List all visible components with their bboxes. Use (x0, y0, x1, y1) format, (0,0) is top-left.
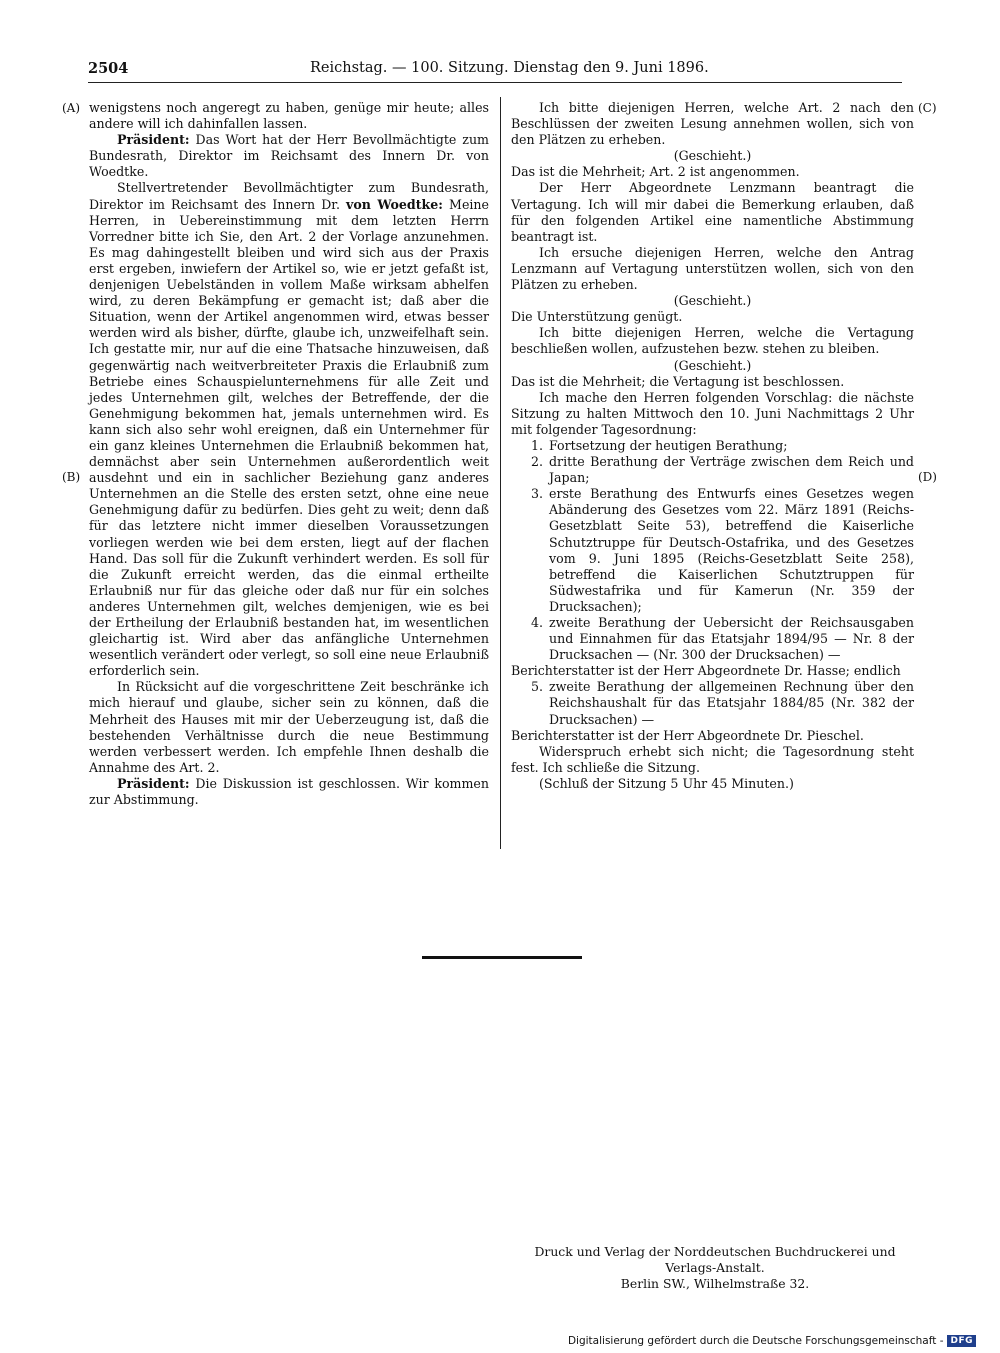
imprint-line: Druck und Verlag der Norddeutschen Buchdruckerei und Verlags-Anstalt. (534, 1244, 896, 1275)
paragraph: Widerspruch erhebt sich nicht; die Tagesordnung steht fest. Ich schließe die Sitzung. (511, 743, 914, 775)
page-number: 2504 (88, 60, 129, 77)
closing-note: (Schluß der Sitzung 5 Uhr 45 Minuten.) (539, 775, 794, 791)
agenda-list (511, 438, 914, 663)
paragraph: Ich bitte diejenigen Herren, welche Art. 2 nach den Beschlüssen der zweiten Lesung annehmen wollen, sich von den Plätzen zu erheben. (511, 100, 914, 148)
column-divider (500, 97, 501, 849)
agenda-item-number: 1. (531, 437, 544, 453)
right-column (511, 100, 914, 792)
paragraph (89, 132, 489, 180)
stage-direction: (Geschieht.) (673, 148, 752, 164)
agenda-item-text: erste Berathung des Entwurfs eines Gesetzes wegen Abänderung des Gesetzes vom 22. März 1891 (Reichs-Gesetzblatt Seite 53), betreffend die Kaiserliche Schutztruppe für Deutsch-Ostafrika, und des Gesetzes vom 9. Juni 1895 (Reichs-Gesetzblatt Seite 258), betreffend die Kaiserlichen Schutztruppen für Südwestafrika und für Kamerun (Nr. 359 der Drucksachen); (549, 486, 914, 614)
paragraph: Berichterstatter ist der Herr Abgeordnete Dr. Hasse; endlich (511, 663, 901, 679)
digitization-footer (568, 1335, 976, 1347)
left-column (89, 100, 489, 808)
paragraph: Das ist die Mehrheit; die Vertagung ist beschlossen. (511, 373, 845, 389)
stage-direction: (Geschieht.) (673, 357, 752, 373)
speech-text: Meine Herren, in Uebereinstimmung mit dem letzten Herrn Vorredner bitte ich Sie, den Art. 2 der Vorlage anzunehmen. Es mag dahingestellt bleiben und wird sich aus der Praxis erst ergeben, inwiefern der Artikel so, wie er jetzt gefaßt ist, denjenigen Uebelständen in vollem Maße wirksam abhelfen wird, zu deren Bekämpfung er gemacht ist; daß aber die Situation, wenn der Artikel angenommen wird, etwas besser werden wird als bisher, dürfte, glaube ich, unzweifelhaft sein. Ich gestatte mir, nur auf die eine Thatsache hinzuweisen, daß gegenwärtig nach weitverbreiteter Praxis die Erlaubniß zum Betriebe eines Schauspielunternehmens für alle Zeit und jedes Unternehmen gilt, welches der Betreffende, der die Genehmigung bekommen hat, jemals unternehmen wird. Es kann sich also sehr wohl ereignen, daß ein Unternehmer für ein ganz kleines Unternehmen die Erlaubniß bekommen hat, demnächst aber sein Unternehmen außerordentlich weit ausdehnt und ein in sachlicher Beziehung ganz anderes Unternehmen an die Stelle des ersten setzt, ohne eine neue Genehmigung dafür zu bedürfen. Dies geht zu weit; denn daß für das letztere nicht immer dieselben Voraussetzungen vorliegen werden wie bei dem ersten, liegt auf der flachen Hand. Das soll für die Zukunft verhindert werden. Es soll für die Zukunft erreicht werden, das die einmal ertheilte Erlaubniß nur für das gleiche oder daß nur für ein solches anderes Unternehmen gilt, welches demjenigen, wie es bei der Ertheilung der Erlaubniß bestanden hat, im wesentlichen gleichartig ist. Wird aber das anfängliche Unternehmen wesentlich verändert oder verlegt, so soll eine neue Erlaubniß erforderlich sein. (89, 196, 489, 679)
paragraph: Die Unterstützung genügt. (511, 309, 683, 325)
margin-marker-a: (A) (62, 101, 81, 115)
agenda-item-text: dritte Berathung der Verträge zwischen dem Reich und Japan; (549, 454, 914, 486)
speaker-label: von Woedtke: (346, 196, 443, 212)
speaker-role: Stellvertretender Bevollmächtigter zum Bundesrath, Direktor im Reichsamt des Innern Dr. (89, 180, 489, 212)
speaker-label: Präsident: (117, 132, 190, 148)
paragraph: Ich bitte diejenigen Herren, welche die Vertagung beschließen wollen, aufzustehen bezw. stehen zu bleiben. (511, 325, 914, 357)
speech-text: Das Wort hat der Herr Bevollmächtigte zum Bundesrath, Direktor im Reichsamt des Innern Dr. von Woedtke. (89, 132, 489, 180)
printer-imprint (510, 1244, 920, 1292)
paragraph: Das ist die Mehrheit; Art. 2 ist angenommen. (511, 164, 800, 180)
paragraph: Ich mache den Herren folgenden Vorschlag: die nächste Sitzung zu halten Mittwoch den 10. Juni Nachmittags 2 Uhr mit folgender Tagesordnung: (511, 389, 914, 437)
stage-direction: (Geschieht.) (673, 293, 752, 309)
agenda-item-number: 5. (531, 679, 544, 695)
agenda-item (531, 454, 914, 486)
margin-marker-b: (B) (62, 470, 81, 484)
agenda-item (531, 437, 914, 454)
agenda-item (531, 679, 914, 727)
imprint-line: Berlin SW., Wilhelmstraße 32. (620, 1276, 810, 1291)
agenda-item-number: 3. (531, 486, 544, 502)
margin-marker-c: (C) (918, 101, 937, 115)
paragraph: Ich ersuche diejenigen Herren, welche den Antrag Lenzmann auf Vertagung unterstützen wollen, sich von den Plätzen zu erheben. (511, 244, 914, 293)
agenda-item-text: zweite Berathung der Uebersicht der Reichsausgaben und Einnahmen für das Etatsjahr 1894/95 — Nr. 8 der Drucksachen — (Nr. 300 der Drucksachen) — (549, 615, 914, 663)
paragraph: Berichterstatter ist der Herr Abgeordnete Dr. Pieschel. (511, 727, 864, 743)
footer-text: Digitalisierung gefördert durch die Deutsche Forschungsgemeinschaft - (567, 1335, 944, 1347)
paragraph: In Rücksicht auf die vorgeschrittene Zeit beschränke ich mich hierauf und glaube, sicher sein zu können, daß die Mehrheit des Hauses mit mir der Ueberzeugung ist, daß die bestehenden Verhältnisse durch die neue Bestimmung werden verbessert werden. Ich empfehle Ihnen deshalb die Annahme des Art. 2. (89, 679, 489, 775)
page-header (88, 58, 902, 83)
paragraph: Der Herr Abgeordnete Lenzmann beantragt die Vertagung. Ich will mir dabei die Bemerkung erlauben, daß für den folgenden Artikel eine namentliche Abstimmung beantragt ist. (511, 180, 914, 244)
paragraph: wenigstens noch angeregt zu haben, genüge mir heute; alles andere will ich dahinfallen lassen. (89, 100, 489, 132)
agenda-item-text: zweite Berathung der allgemeinen Rechnung über den Reichshaushalt für das Etatsjahr 1884/85 (Nr. 382 der Drucksachen) — (549, 679, 914, 727)
running-title: Reichstag. — 100. Sitzung. Dienstag den 9. Juni 1896. (310, 60, 709, 76)
margin-marker-d: (D) (918, 470, 937, 484)
agenda-item-number: 2. (531, 454, 544, 470)
dfg-logo: DFG (947, 1335, 976, 1347)
agenda-item (531, 486, 914, 615)
speech-text: Die Diskussion ist geschlossen. Wir kommen zur Abstimmung. (89, 775, 489, 808)
closing-rule (422, 956, 582, 959)
agenda-item (531, 615, 914, 663)
paragraph (89, 776, 489, 808)
agenda-item-number: 4. (531, 615, 544, 630)
agenda-list (511, 679, 914, 727)
paragraph (89, 180, 489, 679)
speaker-label: Präsident: (117, 775, 190, 791)
agenda-item-text: Fortsetzung der heutigen Berathung; (549, 437, 788, 453)
